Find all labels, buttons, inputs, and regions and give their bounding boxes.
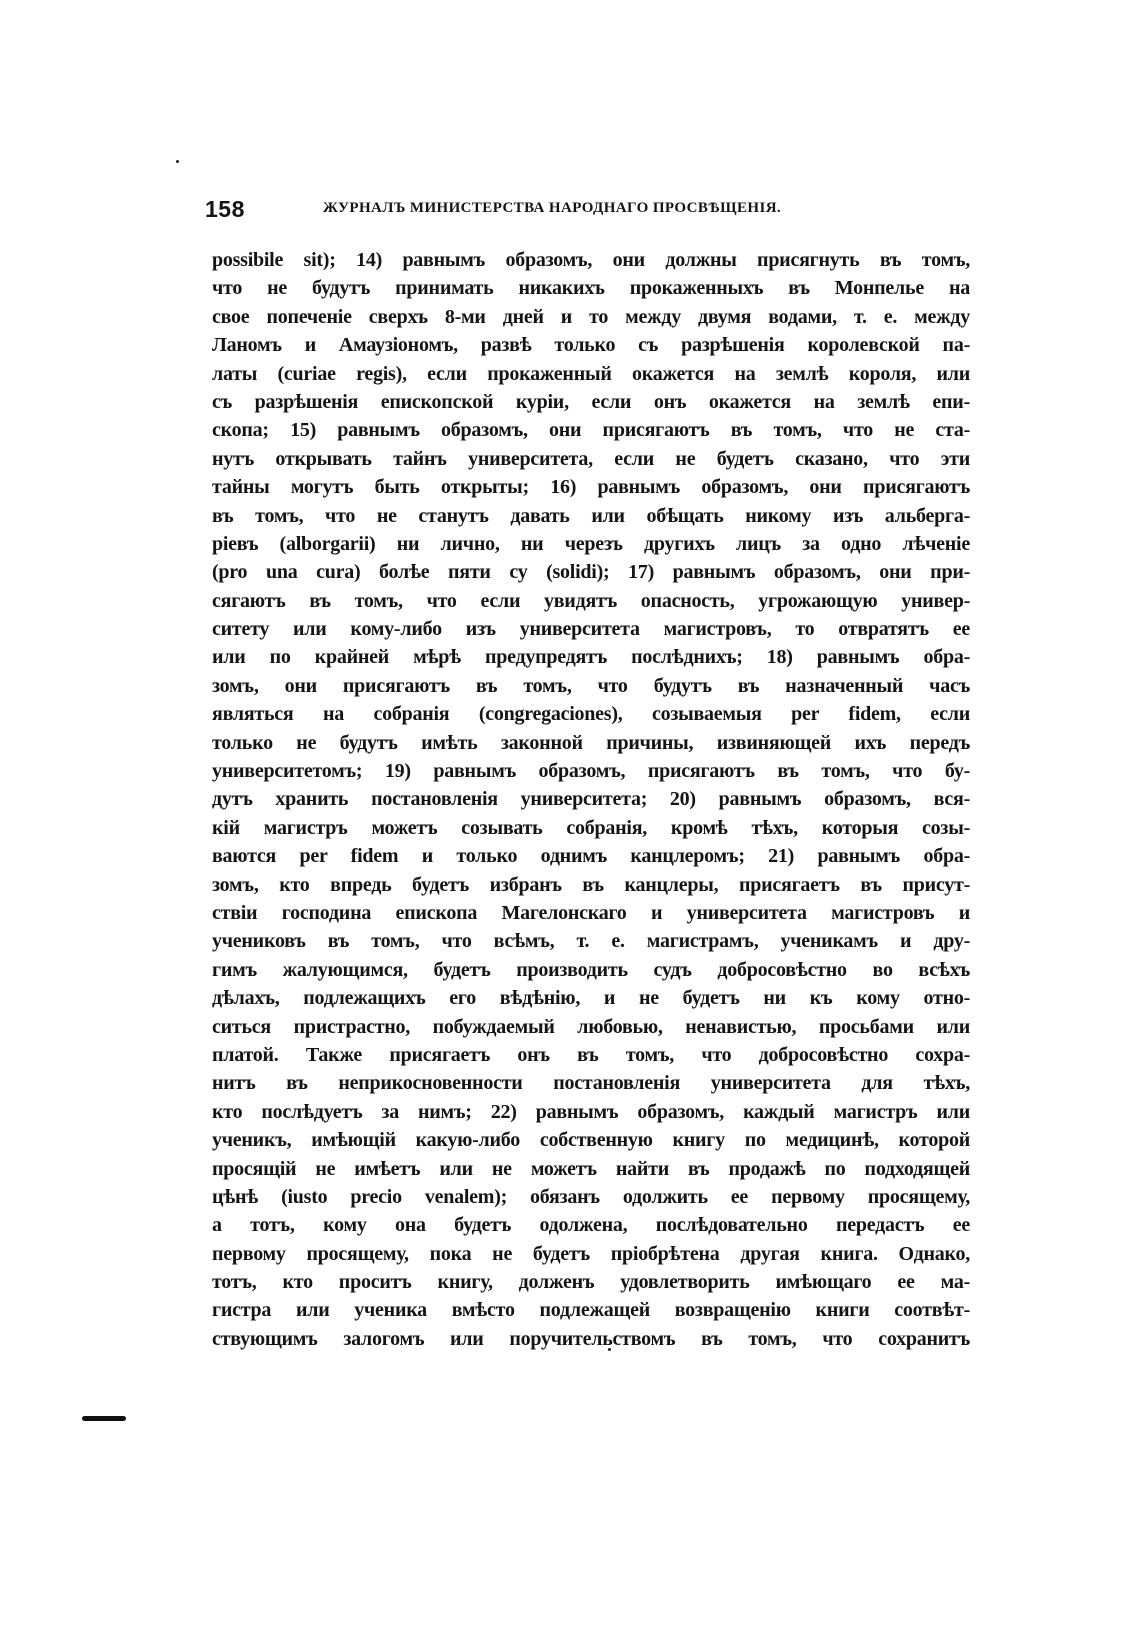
text-line: или по крайней мѣрѣ предупредятъ послѣднихъ; 18) равнымъ обра-	[212, 646, 970, 669]
text-line: (pro una cura) болѣе пяти су (solidi); 17) равнымъ образомъ, они при-	[212, 561, 970, 584]
text-line: зомъ, кто впредь будетъ избранъ въ канцлеры, присягаетъ въ присут-	[212, 873, 970, 896]
text-line: что не будутъ принимать никакихъ прокаженныхъ въ Монпелье на	[212, 277, 970, 300]
text-line: зомъ, они присягаютъ въ томъ, что будутъ въ назначенный часъ	[212, 674, 970, 697]
text-line: тотъ, кто проситъ книгу, долженъ удовлетворить имѣющаго ее ма-	[212, 1271, 970, 1294]
text-line: гимъ жалующимся, будетъ производить судъ добросовѣстно во всѣхъ	[212, 958, 970, 981]
text-line: ситься пристрастно, побуждаемый любовью, ненавистью, просьбами или	[212, 1015, 970, 1038]
running-title: ЖУРНАЛЪ МИНИСТЕРСТВА НАРОДНАГО ПРОСВѢЩЕНІЯ.	[323, 200, 782, 216]
text-line: кій магистръ можетъ созывать собранія, кромѣ тѣхъ, которыя созы-	[212, 816, 970, 839]
text-line: нитъ въ неприкосновенности постановленія университета для тѣхъ,	[212, 1072, 970, 1095]
margin-mark	[82, 1416, 126, 1421]
text-line: ученикъ, имѣющій какую-либо собственную книгу по медицинѣ, которой	[212, 1129, 970, 1152]
text-line: а тотъ, кому она будетъ одолжена, послѣдовательно передастъ ее	[212, 1214, 970, 1237]
text-line: съ разрѣшенія епископской куріи, если онъ окажется на землѣ епи-	[212, 390, 970, 413]
text-line: латы (curiae regis), если прокаженный окажется на землѣ короля, или	[212, 362, 970, 385]
text-line: possibile sit); 14) равнымъ образомъ, они должны присягнуть въ томъ,	[212, 249, 970, 271]
text-line: гистра или ученика вмѣсто подлежащей возвращенію книги соотвѣт-	[212, 1299, 970, 1322]
body-text	[212, 246, 970, 1353]
text-line: учениковъ въ томъ, что всѣмъ, т. е. магистрамъ, ученикамъ и дру-	[212, 930, 970, 953]
text-line: ваются per fidem и только однимъ канцлеромъ; 21) равнымъ обра-	[212, 845, 970, 868]
page-header	[205, 196, 965, 226]
text-line: сягаютъ въ томъ, что если увидятъ опасность, угрожающую универ-	[212, 589, 970, 612]
text-line: дѣлахъ, подлежащихъ его вѣдѣнію, и не будетъ ни къ кому отно-	[212, 987, 970, 1010]
text-line: цѣнѣ (iusto precio venalem); обязанъ одолжить ее первому просящему,	[212, 1185, 970, 1208]
text-line: платой. Также присягаетъ онъ въ томъ, что добросовѣстно сохра-	[212, 1043, 970, 1066]
text-line: только не будутъ имѣть законной причины, извиняющей ихъ передъ	[212, 731, 970, 754]
text-line: ситету или кому-либо изъ университета магистровъ, то отвратятъ ее	[212, 618, 970, 641]
text-line: дутъ хранить постановленія университета; 20) равнымъ образомъ, вся-	[212, 788, 970, 811]
text-line: первому просящему, пока не будетъ пріобрѣтена другая книга. Однако,	[212, 1242, 970, 1265]
text-line: Ланомъ и Амаузіономъ, развѣ только съ разрѣшенія королевской па-	[212, 334, 970, 357]
text-line: кто послѣдуетъ за нимъ; 22) равнымъ образомъ, каждый магистръ или	[212, 1100, 970, 1123]
text-line: ствующимъ залогомъ или поручительствомъ въ томъ, что сохранитъ	[212, 1327, 970, 1350]
print-speck	[176, 160, 179, 163]
page-number: 158	[205, 196, 245, 222]
text-line: университетомъ; 19) равнымъ образомъ, присягаютъ въ томъ, что бу-	[212, 760, 970, 783]
text-line: въ томъ, что не станутъ давать или обѣщать никому изъ альберга-	[212, 504, 970, 527]
text-line: нутъ открывать тайнъ университета, если не будетъ сказано, что эти	[212, 447, 970, 470]
text-line: свое попеченіе сверхъ 8-ми дней и то между двумя водами, т. е. между	[212, 305, 970, 328]
text-line: являться на собранія (congregaciones), созываемыя per fidem, если	[212, 703, 970, 726]
text-line: тайны могутъ быть открыты; 16) равнымъ образомъ, они присягаютъ	[212, 476, 970, 499]
text-line: ріевъ (alborgarii) ни лично, ни черезъ другихъ лицъ за одно лѣченіе	[212, 532, 970, 555]
text-line: ствіи господина епископа Магелонскаго и университета магистровъ и	[212, 901, 970, 924]
text-line: скопа; 15) равнымъ образомъ, они присягаютъ въ томъ, что не ста-	[212, 419, 970, 442]
text-line: просящій не имѣетъ или не можетъ найти въ продажѣ по подходящей	[212, 1157, 970, 1180]
